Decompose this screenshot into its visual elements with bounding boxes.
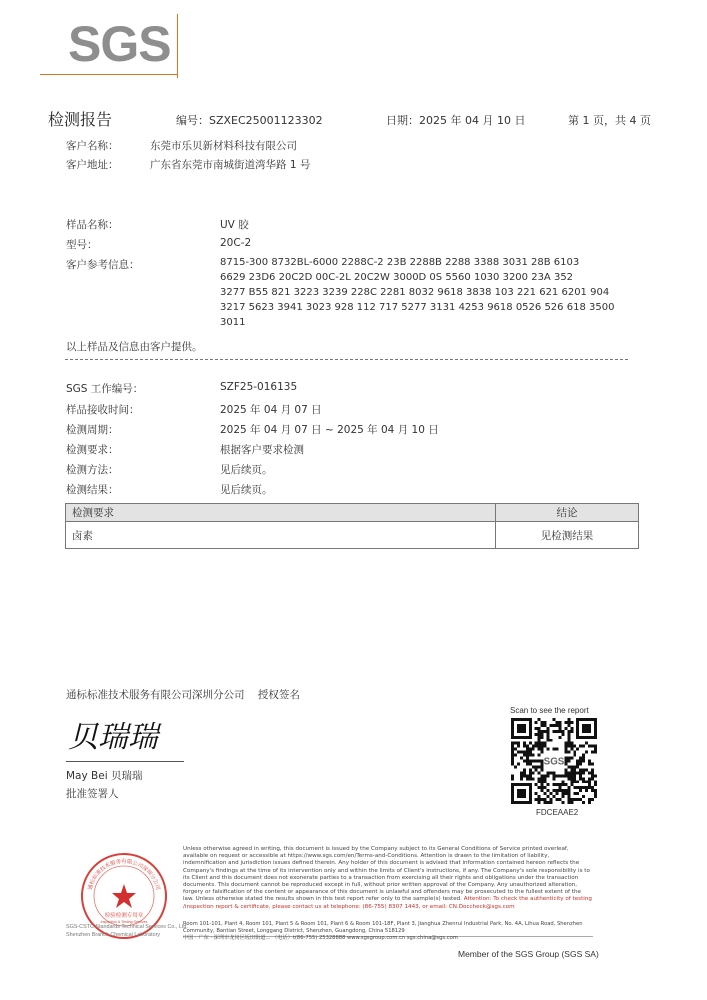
table-cell-requirement: 卤素 bbox=[66, 522, 496, 549]
dashed-divider bbox=[65, 359, 628, 360]
result-table bbox=[65, 503, 639, 549]
client-name-value: 东莞市乐贝新材料科技有限公司 bbox=[150, 140, 297, 152]
seal-company-en: SGS-CSTC Standards Technical Services Co., Ltd. bbox=[66, 924, 188, 930]
report-date: 日期：2025 年 04 月 10 日 bbox=[386, 114, 526, 127]
model-value: 20C-2 bbox=[220, 237, 252, 249]
signer-title: 批准签署人 bbox=[66, 788, 119, 800]
seal-company-branch: Shenzhen Branch Chemical Laboratory bbox=[66, 932, 161, 938]
client-ref-lines bbox=[220, 255, 614, 330]
client-ref-line: 6629 23D6 20C2D 00C-2L 20C2W 3000D 0S 5560 1030 3200 23A 352 bbox=[220, 272, 574, 283]
period-value: 2025 年 04 月 07 日 ~ 2025 年 04 月 10 日 bbox=[220, 424, 439, 436]
period-label: 检测周期： bbox=[66, 424, 119, 436]
method-label: 检测方法： bbox=[66, 464, 119, 476]
footer-disclaimer bbox=[183, 846, 593, 911]
client-address-value: 广东省东莞市南城街道湾华路 1 号 bbox=[150, 159, 311, 171]
logo-underline bbox=[40, 74, 178, 75]
table-header-row bbox=[66, 504, 639, 522]
client-address-label: 客户地址： bbox=[66, 159, 119, 171]
job-no-label: SGS 工作编号： bbox=[66, 383, 144, 395]
table-cell-conclusion: 见检测结果 bbox=[496, 522, 639, 549]
signature-line bbox=[66, 761, 184, 762]
report-title: 检测报告 bbox=[48, 110, 113, 129]
client-ref-line: 3011 bbox=[220, 317, 246, 328]
page-indicator: 第 1 页，共 4 页 bbox=[568, 114, 651, 127]
provided-note: 以上样品及信息由客户提供。 bbox=[66, 341, 203, 353]
attention-text: Attention: To check the authenticity of testing /inspection report & certificate, please contact us at telephone: (86-755) 8307 1443, or email: CN.Doccheck@sgs.com bbox=[183, 896, 592, 910]
received-label: 样品接收时间： bbox=[66, 404, 140, 416]
result-label: 检测结果： bbox=[66, 484, 119, 496]
seal-ring-text: 通标标准技术服务有限公司深圳分公司 bbox=[87, 859, 161, 891]
authorized-signature-line: 通标标准技术服务有限公司深圳分公司 授权签名 bbox=[66, 689, 300, 701]
sgs-group-member: Member of the SGS Group (SGS SA) bbox=[458, 949, 599, 959]
requirement-value: 根据客户要求检测 bbox=[220, 444, 304, 456]
client-ref-line: 8715-300 8732BL-6000 2288C-2 23B 2288B 2288 3388 3031 28B 6103 bbox=[220, 257, 580, 268]
requirement-label: 检测要求： bbox=[66, 444, 119, 456]
client-ref-label: 客户参考信息： bbox=[66, 259, 140, 271]
seal-en-text: Inspection & Testing Services bbox=[100, 920, 148, 924]
received-value: 2025 年 04 月 07 日 bbox=[220, 404, 322, 416]
client-ref-line: 3217 5623 3941 3023 928 112 717 5277 3131 4253 9618 0526 526 618 3500 bbox=[220, 302, 615, 313]
sample-name-value: UV 胶 bbox=[220, 219, 249, 231]
client-ref-line: 3277 B55 821 3223 3239 228C 2281 8032 9618 3838 103 221 621 6201 904 bbox=[220, 287, 610, 298]
qr-caption: Scan to see the report bbox=[510, 706, 589, 715]
result-value: 见后续页。 bbox=[220, 484, 273, 496]
report-number: 编号：SZXEC25001123302 bbox=[176, 114, 323, 127]
footer-address-cn: 中国 · 广东 · 深圳市龙岗区坂田街道... （电话）t(86-755) 25328888 www.sgsgroup.com.cn sgs.china@sgs.com bbox=[183, 935, 458, 941]
sgs-logo: SGS bbox=[68, 16, 171, 72]
table-header-conclusion: 结论 bbox=[496, 504, 639, 522]
seal-company bbox=[66, 923, 188, 939]
sample-name-label: 样品名称： bbox=[66, 219, 119, 231]
table-header-requirement: 检测要求 bbox=[66, 504, 496, 522]
disclaimer-text: Unless otherwise agreed in writing, this document is issued by the Company subject to its General Conditions of Service printed overleaf, available on request or accessible at https://www.sgs.com/en/Terms-and-Conditions. Attention is drawn to the limitation of liability, indemnification and jurisdiction issues defined therein. Any holder of this document is advised that information contained hereon reflects the Company's findings at the time of its intervention only and within the limits of Client's instructions, if any. The Company's sole responsibility is to its Client and this document does not exonerate parties to a transaction from exercising all their rights and obligations under the transaction documents. This document cannot be reproduced except in full, without prior written approval of the Company. Any unauthorized alteration, forgery or falsification of the content or appearance of this document is unlawful and offenders may be prosecuted to the fullest extent of the law. Unless otherwise stated the results shown in this test report refer only to the sample(s) tested. bbox=[183, 846, 590, 903]
signer-name: May Bei 贝瑞瑞 bbox=[66, 770, 143, 782]
qr-center-text: SGS bbox=[543, 756, 565, 768]
logo-vertical-line bbox=[177, 14, 178, 78]
seal-text: 检验检测专用章 bbox=[104, 913, 144, 919]
job-no-value: SZF25-016135 bbox=[220, 381, 298, 393]
model-label: 型号： bbox=[66, 239, 98, 251]
handwritten-signature: 贝瑞瑞 bbox=[68, 720, 158, 755]
method-value: 见后续页。 bbox=[220, 464, 273, 476]
qr-code-icon[interactable] bbox=[511, 718, 597, 804]
client-name-label: 客户名称： bbox=[66, 140, 119, 152]
table-row bbox=[66, 522, 639, 549]
qr-code-text: FDCEAAE2 bbox=[536, 808, 579, 817]
footer-address-en: Room 101-101, Plant 4, Room 101, Plant 5 & Room 101, Plant 6 & Room 101-18F, Plant 3, Jianghua Zhenrui Industrial Park, No. 4A, Lihua Road, Shenzhen Community, Bantian Street, Longgang District, Shenzhen, Guangdong, China 518129 bbox=[183, 921, 583, 934]
